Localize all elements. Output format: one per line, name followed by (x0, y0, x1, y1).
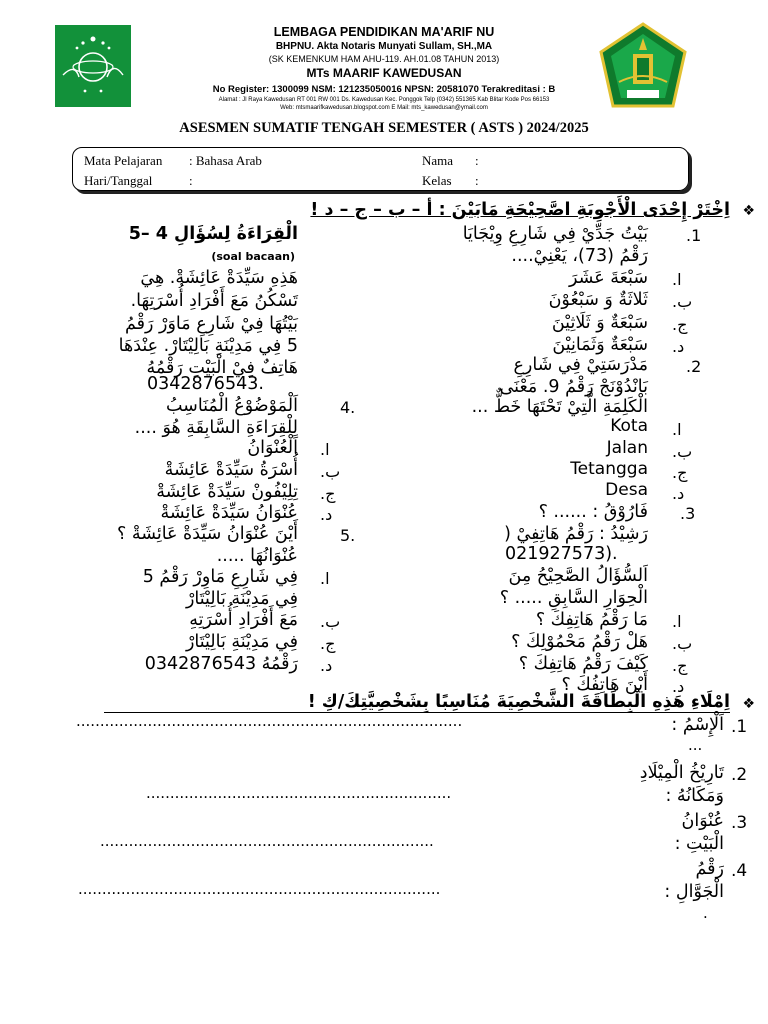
q5-option-label: .ا (320, 569, 330, 588)
reading-line: 0342876543. (147, 374, 264, 394)
class-value[interactable]: : (475, 173, 479, 188)
card-item-label: وَمَكَانُهُ : (665, 786, 724, 806)
q5-option-c[interactable]: فِي مَدِيْنَةِ بَالِيْتَارْ (185, 632, 298, 652)
q1-option-a[interactable]: سَبْعَةَ عَشَرَ (568, 268, 648, 288)
section1-instruction: اِخْتَرْ إِحْدَى الْأَجْوِبَةِ اصَّحِيْحَةِ مَابَيْنَ : أ – ب – ج – د ! (310, 200, 730, 220)
q4-option-label: .ج (320, 484, 336, 503)
q5-option-label: .ج (320, 634, 336, 653)
name-label: Nama (422, 153, 454, 168)
card-item-number: .1 (731, 717, 748, 737)
q5-option-label: .ب (320, 612, 341, 631)
q3-option-a[interactable]: مَا رَقْمُ هَاتِفِكَ ؟ (535, 610, 648, 630)
card-item-label: الْجَوَّالِ : (664, 882, 724, 902)
q4-option-label: .ا (320, 440, 330, 459)
q2-option-c[interactable]: Tetangga (570, 459, 648, 479)
q5-option-d[interactable]: رَقْمُهُ 0342876543 (144, 654, 298, 674)
class-label: Kelas (422, 173, 452, 188)
q2-option-d[interactable]: Desa (605, 480, 648, 500)
section2-bullet: ❖ (742, 696, 755, 712)
q1-option-d[interactable]: سَبْعَةٌ وَثَمَانِيْنَ (552, 335, 648, 355)
q3-number: .3 (680, 504, 696, 523)
q5-stem: عُنْوَانُهَا ..... (216, 546, 298, 566)
date-label: Hari/Tanggal (84, 173, 153, 188)
q5-stem: أَيْنَ عُنْوَانُ سَيِّدَةْ عَائِشَةْ ؟ (116, 524, 298, 544)
q1-option-label: .ب (672, 292, 693, 311)
q4-option-d[interactable]: عُنْوَانُ سَيِّدَةْ عَائِشَةْ (160, 503, 298, 523)
q5-option-label: .د (320, 656, 333, 675)
section2-instruction: اِمْلَاءِ هَذِهِ الْبِطَاقَةَ الشَّخْصِيَةَ مُنَاسِبًا بِشَخْصِيَّتِكَ/كِ ! (307, 692, 730, 712)
org-branch: BHPNU. Akta Notaris Munyati Sullam, SH.,MA (275, 41, 493, 52)
q3-option-d[interactable]: أَيْنَ هَاتِفُكَ ؟ (561, 675, 648, 695)
kemenag-logo (597, 22, 689, 110)
q5-option-b[interactable]: مَعَ أَفْرَادِ أُسْرَتِهِ (189, 610, 298, 630)
org-sk: (SK KEMENKUM HAM AHU-119. AH.01.08 TAHUN 2013) (268, 54, 500, 64)
phone-fill-line-end[interactable]: . (703, 904, 708, 922)
card-item-label: رَقْمُ (695, 859, 724, 879)
date-value[interactable]: : (189, 173, 193, 188)
q4-option-b[interactable]: أُسْرَةُ سَيِّدَةْ عَائِشَةْ (164, 460, 298, 480)
q1-option-label: .د (672, 337, 685, 356)
q3-option-label: .ا (672, 612, 682, 631)
q4-stem: لِلْقِرَاءَةِ السَّابِقَةِ هُوَ .... (134, 418, 298, 438)
school-register: No Register: 1300099 NSM: 121235050016 NPSN: 20581070 Terakreditasi : B (212, 84, 556, 95)
q2-stem: بَانْدُوْنَجْ رَقْمُ 9. مَعْنَى (499, 377, 648, 397)
q3-option-label: .ب (672, 634, 693, 653)
q2-option-label: .ج (672, 463, 688, 482)
q3-option-b[interactable]: هَلْ رَقْمُ مَحْمُوْلِكَ ؟ (511, 632, 648, 652)
q3-option-label: .د (672, 677, 685, 696)
q4-option-label: .د (320, 505, 333, 524)
q1-option-b[interactable]: ثَلاثَةٌ وَ سَبْعُوْنَ (548, 290, 648, 310)
q1-option-c[interactable]: سَبْعَةٌ وَ ثَلَاثِيْنَ (551, 313, 648, 333)
q3-option-c[interactable]: كَيْفَ رَقْمُ هَاتِفِكَ ؟ (518, 654, 648, 674)
q2-option-a[interactable]: Kota (610, 416, 648, 436)
student-info-box (72, 147, 689, 191)
card-item-number: .2 (731, 765, 748, 785)
regency-emblem-icon (597, 22, 689, 110)
reading-line: هَذِهِ سَيِّدَةْ عَائِشَةْ. هِيَ (140, 268, 298, 288)
q4-option-c[interactable]: تِلِيْفُونْ سَيِّدَةْ عَائِشَةْ (156, 482, 298, 502)
reading-line: 5 فِي مَدِيْنَةِ بَالِيْتَارْ. عِنْدَهَا (118, 336, 298, 356)
q1-option-label: .ا (672, 270, 682, 289)
name-value[interactable]: : (475, 153, 479, 168)
birth-fill-line[interactable]: ................................................................ (146, 784, 452, 802)
q5-number: 5. (340, 526, 356, 545)
reading-subtitle: (soal bacaan) (211, 250, 295, 263)
q3-stem: الْحِوَارِ السَّابِقِ ..... ؟ (499, 588, 648, 608)
q3-dialog: 021927573). (505, 544, 618, 564)
subject-value: : Bahasa Arab (189, 153, 262, 168)
q1-number: .1 (686, 226, 702, 245)
reading-line: هَاتِفٌ فِيْ الْبَيْتِ رَقْمُهُ (146, 358, 298, 378)
q2-option-label: .ا (672, 420, 682, 439)
q2-option-label: .د (672, 484, 685, 503)
q3-dialog: فَارُوْقُ : ...... ؟ (538, 502, 648, 522)
reading-line: بَيْتُهَا فِيْ شَارِعِ مَاوَرْ رَقْمُ (125, 314, 298, 334)
card-item-label: الْبَيْتِ : (674, 834, 724, 854)
card-item-number: .3 (731, 813, 748, 833)
q2-number: .2 (686, 357, 702, 376)
q4-stem: اَلْمَوْضُوْعُ الْمُنَاسِبُ (165, 396, 298, 416)
q1-option-label: .ج (672, 315, 688, 334)
school-web: Web: mtsmaarifkawedusan.blogspot.com E Mail: mts_kawedusan@ymail.com (280, 105, 488, 111)
address-fill-line[interactable]: ...................................................................... (100, 832, 434, 850)
name-fill-line-end[interactable]: ... (688, 736, 703, 754)
reading-title: الْقِرَاءَةُ لِسُؤَالِ 4 –5 (128, 224, 298, 244)
name-fill-line[interactable]: ................................................................................. (76, 712, 463, 730)
q4-number: 4. (340, 398, 356, 417)
exam-title: ASESMEN SUMATIF TENGAH SEMESTER ( ASTS ) 2024/2025 (179, 120, 589, 136)
school-address: Alamat : Jl Raya Kawedusan RT 001 RW 001 Ds. Kawedusan Kec. Ponggok Telp (0342) 551365 Kab Blitar Kode Pos 66153 (218, 97, 550, 103)
q1-stem: رَقْمُ (73)، يَعْنِيْ.... (511, 246, 648, 266)
q5-option-a[interactable]: فِي شَارِعِ مَاوِرْ رَقْمُ 5 (142, 567, 298, 587)
school-name: MTs MAARIF KAWEDUSAN (306, 66, 462, 80)
q3-stem: اَلسُّؤَالُ الصَّحِيْحُ مِنَ (508, 566, 648, 586)
q2-option-label: .ب (672, 442, 693, 461)
card-item-label: عُنْوَانُ (681, 811, 724, 831)
q3-dialog: رَشِيْدُ : رَقْمُ هَاتِفِيْ ( (504, 524, 648, 544)
subject-label: Mata Pelajaran (84, 153, 163, 168)
q5-option-a-cont[interactable]: فِي مَدِيْنَةِ بَالِيْتَارْ (185, 589, 298, 609)
q4-option-label: .ب (320, 462, 341, 481)
phone-fill-line[interactable]: ............................................................................ (78, 880, 441, 898)
q2-stem: الْكَلِمَةِ الَّتِيْ تَحْتَهَا خَطٌّ ... (471, 397, 648, 417)
q3-option-label: .ج (672, 656, 688, 675)
q4-option-a[interactable]: اَلْعُنْوَانُ (247, 438, 298, 458)
org-name: LEMBAGA PENDIDIKAN MA'ARIF NU (273, 25, 495, 39)
card-item-label: اَلْإِسْمُ : (671, 715, 724, 735)
q1-stem: بَيْتُ جَدِّيْ فِي شَارِعِ وِيْجَايَا (462, 224, 648, 244)
reading-line: تَسْكُنُ مَعَ أَفْرَادِ أُسْرَتِهَا. (130, 291, 298, 311)
card-item-label: تَارِيْخُ الْمِيْلَادِ (639, 763, 724, 783)
q2-option-b[interactable]: Jalan (606, 438, 648, 458)
card-item-number: .4 (731, 861, 748, 881)
q2-stem: مَدْرَسَتِيْ فِي شَارِعِ (513, 355, 648, 375)
section1-bullet: ❖ (742, 203, 755, 219)
